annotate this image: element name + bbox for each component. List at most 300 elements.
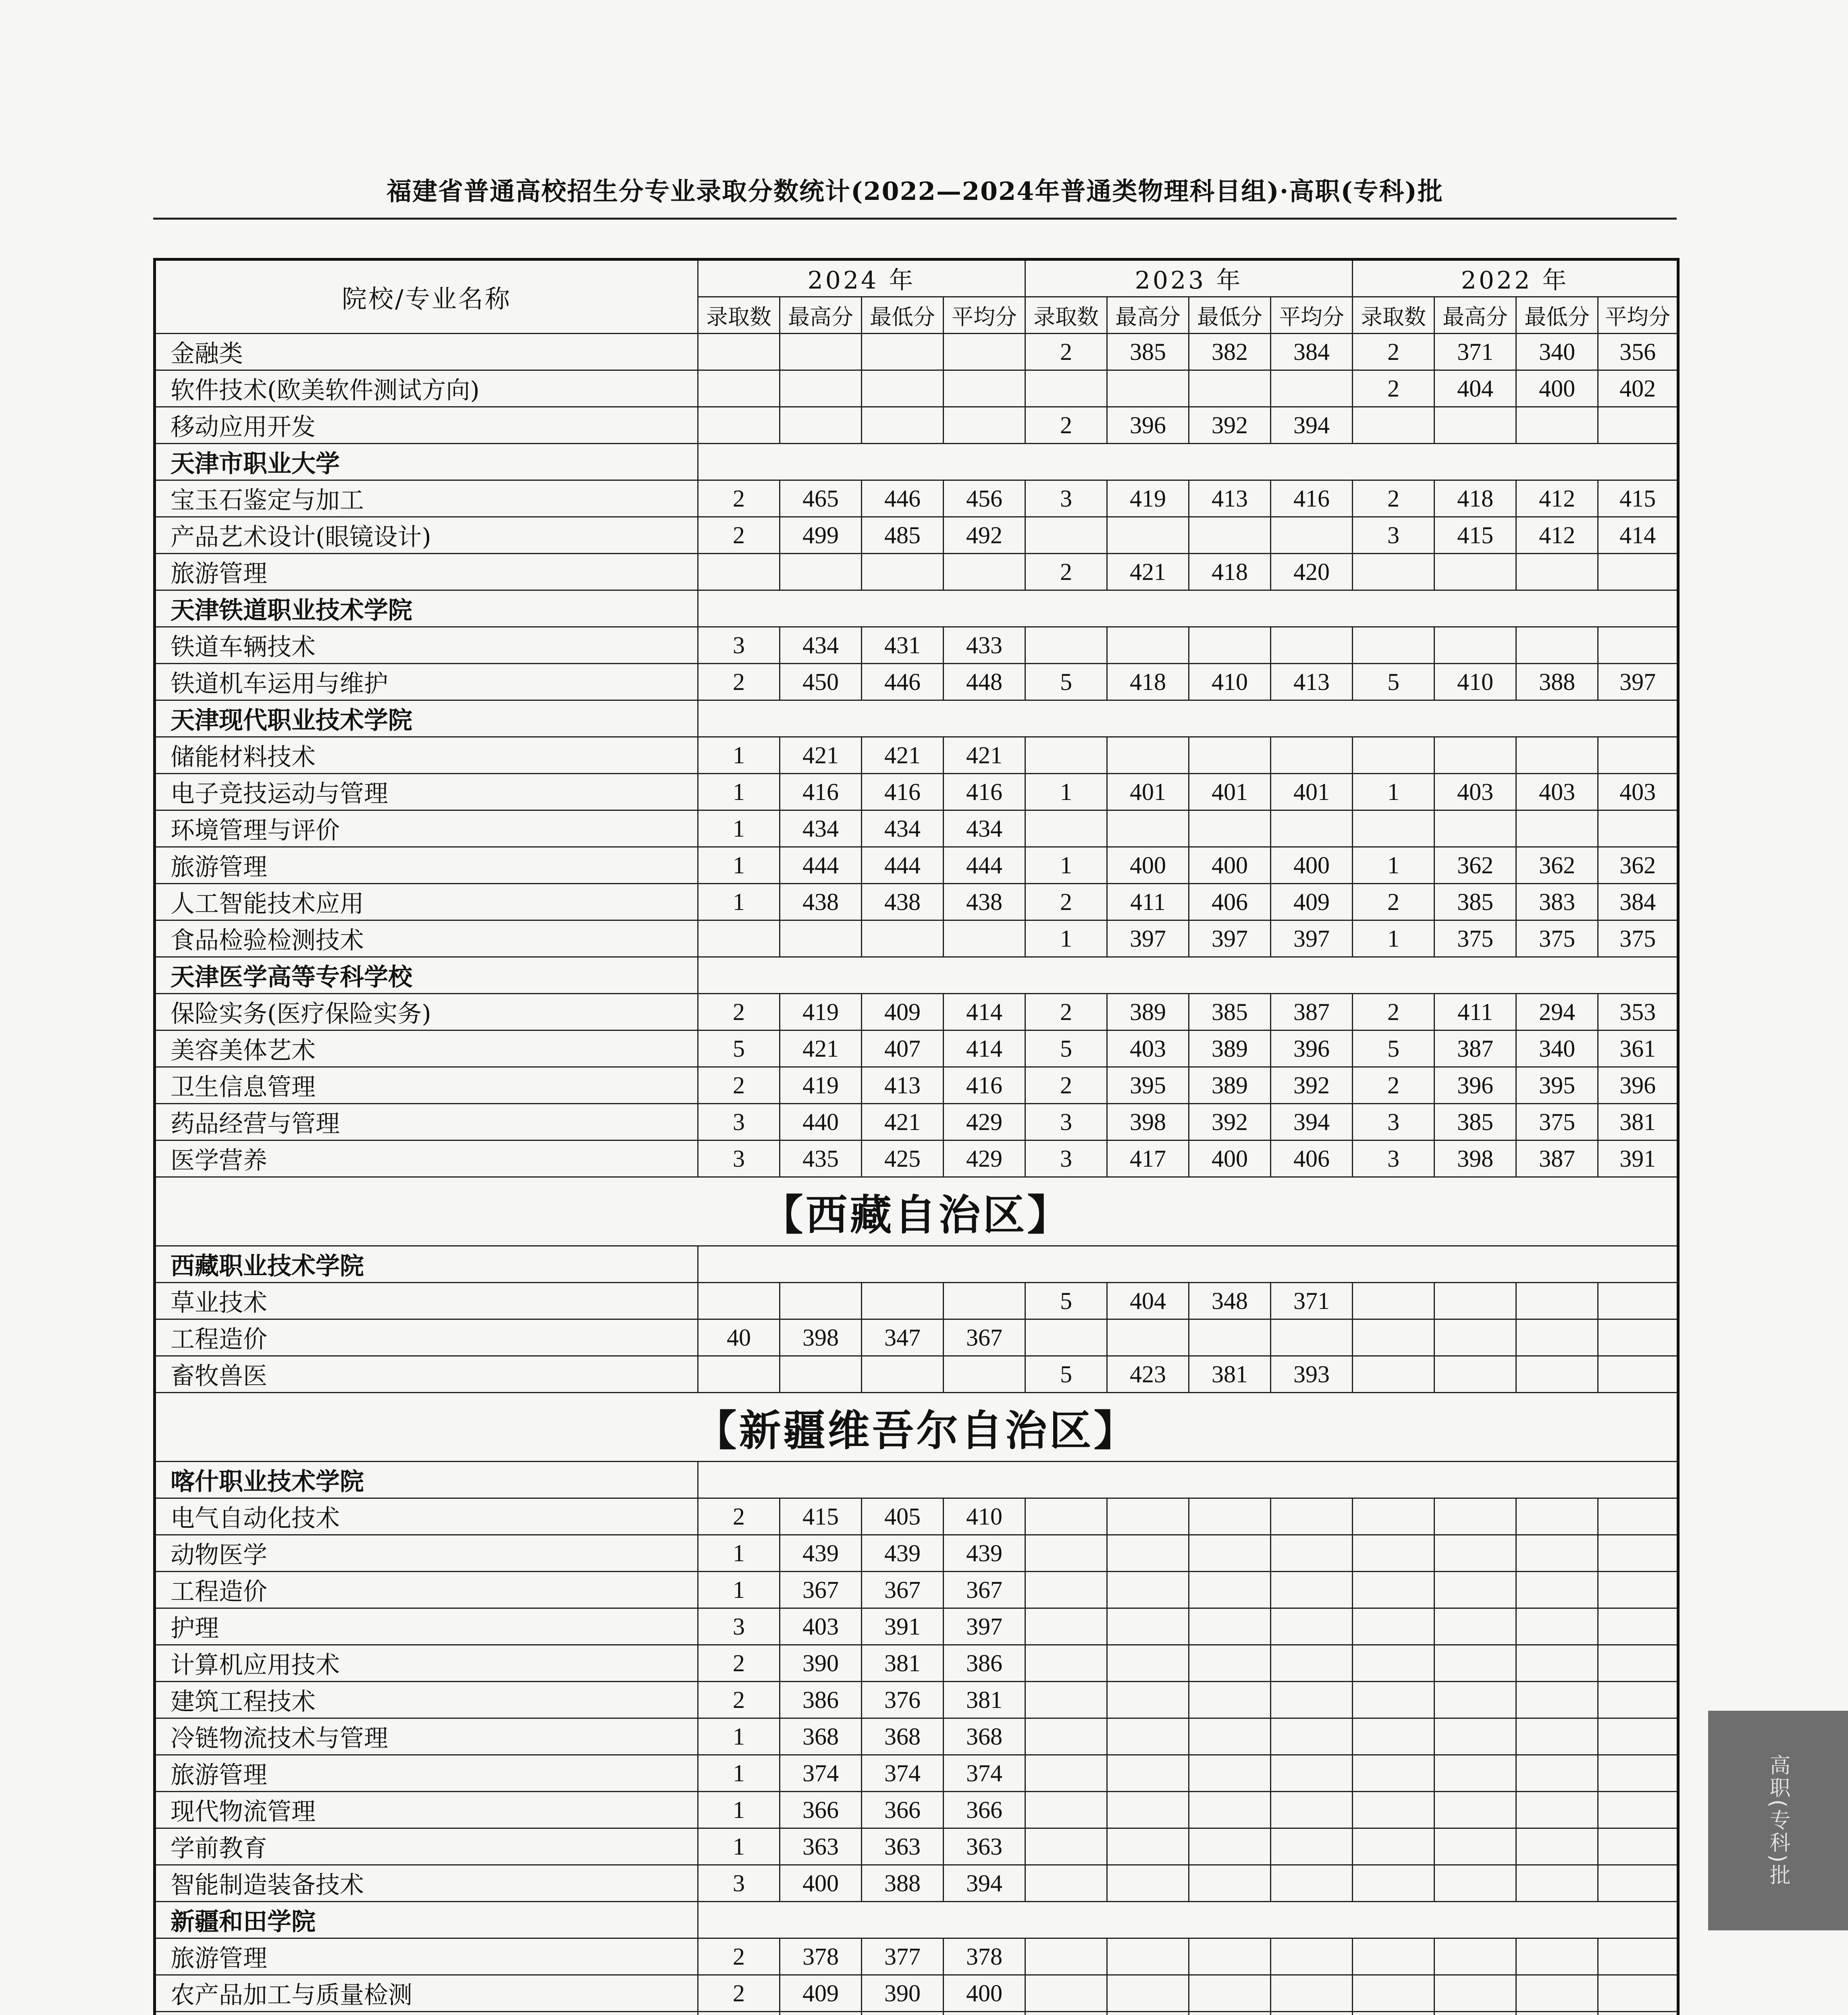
min-score-cell — [1516, 737, 1598, 774]
table-row — [155, 920, 1678, 957]
table-row — [155, 1792, 1678, 1828]
min-score-cell — [1189, 1645, 1271, 1682]
school-name: 天津现代职业技术学院 — [155, 700, 698, 737]
col-max-header: 最高分 — [780, 297, 862, 334]
avg-score-cell — [1598, 1319, 1678, 1356]
admitted-count-cell: 2 — [1353, 480, 1434, 517]
avg-score-cell — [1271, 1645, 1353, 1682]
min-score-cell: 366 — [862, 1792, 944, 1828]
admitted-count-cell — [1025, 1865, 1107, 1902]
col-admitted-header: 录取数 — [698, 297, 780, 334]
min-score-cell — [1516, 407, 1598, 444]
admitted-count-cell: 1 — [698, 774, 780, 810]
admitted-count-cell: 2 — [698, 1498, 780, 1535]
max-score-cell: 404 — [1434, 370, 1516, 407]
avg-score-cell — [1598, 1498, 1678, 1535]
avg-score-cell: 397 — [1598, 664, 1678, 700]
avg-score-cell: 420 — [1271, 554, 1353, 590]
min-score-cell — [1516, 1498, 1598, 1535]
avg-score-cell: 362 — [1598, 847, 1678, 884]
admitted-count-cell: 1 — [698, 847, 780, 884]
max-score-cell — [1434, 1792, 1516, 1828]
min-score-cell — [1189, 1718, 1271, 1755]
max-score-cell: 398 — [780, 1319, 862, 1356]
major-name — [155, 2012, 698, 2015]
admitted-count-cell: 2 — [698, 1645, 780, 1682]
avg-score-cell — [1271, 1319, 1353, 1356]
table-row — [155, 1645, 1678, 1682]
max-score-cell — [1434, 1608, 1516, 1645]
col-min-header: 最低分 — [1516, 297, 1598, 334]
admitted-count-cell — [1353, 554, 1434, 590]
min-score-cell: 340 — [1516, 1030, 1598, 1067]
avg-score-cell — [1271, 1792, 1353, 1828]
table-row — [155, 1030, 1678, 1067]
max-score-cell: 404 — [1107, 1283, 1189, 1319]
avg-score-cell: 409 — [1271, 884, 1353, 920]
min-score-cell: 412 — [1516, 480, 1598, 517]
school-row-filler — [698, 957, 1678, 994]
admitted-count-cell: 5 — [1025, 664, 1107, 700]
school-row — [155, 700, 1678, 737]
admitted-count-cell — [1353, 1682, 1434, 1718]
major-name: 金融类 — [155, 334, 698, 370]
admitted-count-cell — [1353, 737, 1434, 774]
admitted-count-cell: 2 — [1025, 884, 1107, 920]
avg-score-cell: 384 — [1598, 884, 1678, 920]
max-score-cell: 374 — [780, 1755, 862, 1792]
min-score-cell — [1516, 2012, 1598, 2015]
avg-score-cell: 393 — [1271, 1356, 1353, 1393]
admitted-count-cell — [698, 370, 780, 407]
col-avg-header: 平均分 — [944, 297, 1025, 334]
admitted-count-cell: 2 — [1025, 407, 1107, 444]
admitted-count-cell: 5 — [698, 1030, 780, 1067]
admitted-count-cell — [1353, 407, 1434, 444]
min-score-cell: 405 — [862, 1498, 944, 1535]
admitted-count-cell: 1 — [1353, 920, 1434, 957]
avg-score-cell: 415 — [1598, 480, 1678, 517]
admitted-count-cell — [1025, 1572, 1107, 1608]
max-score-cell: 400 — [780, 1865, 862, 1902]
table-row — [155, 994, 1678, 1030]
max-score-cell — [1107, 810, 1189, 847]
table-row — [155, 884, 1678, 920]
max-score-cell — [1107, 1718, 1189, 1755]
col-max-header: 最高分 — [1434, 297, 1516, 334]
min-score-cell — [1189, 2012, 1271, 2015]
school-row-filler — [698, 444, 1678, 480]
max-score-cell — [1434, 1572, 1516, 1608]
max-score-cell: 395 — [1107, 1067, 1189, 1104]
major-name: 电气自动化技术 — [155, 1498, 698, 1535]
admitted-count-cell: 1 — [1353, 847, 1434, 884]
major-name: 计算机应用技术 — [155, 1645, 698, 1682]
avg-score-cell: 386 — [944, 1645, 1025, 1682]
table-row — [155, 1067, 1678, 1104]
min-score-cell: 413 — [1189, 480, 1271, 517]
admitted-count-cell — [1353, 1975, 1434, 2012]
min-score-cell — [1189, 1572, 1271, 1608]
avg-score-cell — [1271, 1718, 1353, 1755]
admitted-count-cell: 2 — [698, 1938, 780, 1975]
min-score-cell — [1516, 1755, 1598, 1792]
avg-score-cell: 492 — [944, 517, 1025, 554]
admitted-count-cell: 2 — [1025, 554, 1107, 590]
admitted-count-cell: 3 — [1025, 1104, 1107, 1140]
max-score-cell — [780, 2012, 862, 2015]
max-score-cell — [1107, 1975, 1189, 2012]
score-table — [153, 258, 1680, 2015]
major-name: 储能材料技术 — [155, 737, 698, 774]
major-name: 药品经营与管理 — [155, 1104, 698, 1140]
max-score-cell: 362 — [1434, 847, 1516, 884]
year-2024-header: 2024 年 — [698, 260, 1025, 297]
min-score-cell — [1189, 1865, 1271, 1902]
avg-score-cell: 448 — [944, 664, 1025, 700]
min-score-cell — [1516, 1283, 1598, 1319]
major-name: 草业技术 — [155, 1283, 698, 1319]
admitted-count-cell — [1353, 1283, 1434, 1319]
table-row — [155, 1283, 1678, 1319]
min-score-cell — [1189, 1608, 1271, 1645]
max-score-cell — [1434, 810, 1516, 847]
admitted-count-cell: 5 — [1353, 1030, 1434, 1067]
avg-score-cell: 381 — [944, 1682, 1025, 1718]
avg-score-cell: 366 — [944, 1792, 1025, 1828]
admitted-count-cell — [1025, 1718, 1107, 1755]
min-score-cell: 368 — [862, 1718, 944, 1755]
admitted-count-cell: 3 — [698, 1608, 780, 1645]
min-score-cell: 382 — [1189, 334, 1271, 370]
avg-score-cell — [1598, 1608, 1678, 1645]
min-score-cell — [1516, 1608, 1598, 1645]
admitted-count-cell: 3 — [698, 1140, 780, 1177]
col-max-header: 最高分 — [1107, 297, 1189, 334]
table-row — [155, 810, 1678, 847]
min-score-cell: 446 — [862, 480, 944, 517]
school-row — [155, 444, 1678, 480]
max-score-cell — [1434, 2012, 1516, 2015]
admitted-count-cell: 2 — [698, 664, 780, 700]
min-score-cell: 485 — [862, 517, 944, 554]
min-score-cell — [1516, 1535, 1598, 1572]
avg-score-cell — [1271, 1608, 1353, 1645]
admitted-count-cell: 2 — [1353, 334, 1434, 370]
admitted-count-cell — [698, 920, 780, 957]
min-score-cell: 418 — [1189, 554, 1271, 590]
table-body — [155, 334, 1678, 2015]
max-score-cell: 434 — [780, 627, 862, 664]
admitted-count-cell — [1353, 1792, 1434, 1828]
avg-score-cell: 413 — [1271, 664, 1353, 700]
major-name: 人工智能技术应用 — [155, 884, 698, 920]
admitted-count-cell: 3 — [1353, 517, 1434, 554]
max-score-cell — [1434, 1755, 1516, 1792]
avg-score-cell — [1271, 370, 1353, 407]
min-score-cell: 439 — [862, 1535, 944, 1572]
major-name: 铁道机车运用与维护 — [155, 664, 698, 700]
min-score-cell — [1189, 1682, 1271, 1718]
table-row — [155, 1682, 1678, 1718]
min-score-cell — [1516, 554, 1598, 590]
col-admitted-header: 录取数 — [1353, 297, 1434, 334]
avg-score-cell — [1271, 1682, 1353, 1718]
name-column-header: 院校/专业名称 — [155, 260, 698, 334]
min-score-cell: 388 — [1516, 664, 1598, 700]
admitted-count-cell — [1025, 810, 1107, 847]
min-score-cell — [1189, 1498, 1271, 1535]
major-name: 智能制造装备技术 — [155, 1865, 698, 1902]
school-row — [155, 1462, 1678, 1498]
avg-score-cell: 456 — [944, 480, 1025, 517]
col-avg-header: 平均分 — [1271, 297, 1353, 334]
avg-score-cell: 400 — [1271, 847, 1353, 884]
avg-score-cell: 396 — [1271, 1030, 1353, 1067]
admitted-count-cell: 3 — [1353, 1140, 1434, 1177]
admitted-count-cell — [1025, 1938, 1107, 1975]
avg-score-cell: 353 — [1598, 994, 1678, 1030]
max-score-cell — [1434, 737, 1516, 774]
min-score-cell: 395 — [1516, 1067, 1598, 1104]
min-score-cell — [862, 2012, 944, 2015]
max-score-cell: 416 — [780, 774, 862, 810]
max-score-cell — [1107, 517, 1189, 554]
min-score-cell: 392 — [1189, 1104, 1271, 1140]
avg-score-cell — [1271, 737, 1353, 774]
major-name: 建筑工程技术 — [155, 1682, 698, 1718]
admitted-count-cell — [698, 1356, 780, 1393]
avg-score-cell: 397 — [944, 1608, 1025, 1645]
admitted-count-cell — [698, 2012, 780, 2015]
table-row — [155, 1498, 1678, 1535]
min-score-cell — [1516, 810, 1598, 847]
admitted-count-cell — [1353, 1319, 1434, 1356]
table-row — [155, 554, 1678, 590]
max-score-cell — [780, 407, 862, 444]
major-name: 现代物流管理 — [155, 1792, 698, 1828]
max-score-cell — [780, 334, 862, 370]
min-score-cell: 403 — [1516, 774, 1598, 810]
admitted-count-cell — [1353, 1938, 1434, 1975]
region-name: 【新疆维吾尔自治区】 — [155, 1393, 1678, 1462]
max-score-cell — [1107, 1498, 1189, 1535]
table-row — [155, 480, 1678, 517]
school-row-filler — [698, 1246, 1678, 1283]
min-score-cell: 340 — [1516, 334, 1598, 370]
min-score-cell: 367 — [862, 1572, 944, 1608]
school-row-filler — [698, 700, 1678, 737]
major-name: 冷链物流技术与管理 — [155, 1718, 698, 1755]
max-score-cell — [1434, 407, 1516, 444]
table-row — [155, 664, 1678, 700]
admitted-count-cell: 2 — [698, 480, 780, 517]
avg-score-cell: 421 — [944, 737, 1025, 774]
table-row — [155, 517, 1678, 554]
max-score-cell — [780, 920, 862, 957]
max-score-cell: 417 — [1107, 1140, 1189, 1177]
major-name: 保险实务(医疗保险实务) — [155, 994, 698, 1030]
min-score-cell: 434 — [862, 810, 944, 847]
avg-score-cell — [1271, 1572, 1353, 1608]
min-score-cell: 375 — [1516, 1104, 1598, 1140]
admitted-count-cell — [1353, 1572, 1434, 1608]
min-score-cell: 409 — [862, 994, 944, 1030]
max-score-cell — [1107, 1828, 1189, 1865]
avg-score-cell: 406 — [1271, 1140, 1353, 1177]
min-score-cell — [862, 370, 944, 407]
avg-score-cell — [1598, 1572, 1678, 1608]
max-score-cell: 434 — [780, 810, 862, 847]
min-score-cell: 400 — [1189, 847, 1271, 884]
max-score-cell: 366 — [780, 1792, 862, 1828]
min-score-cell — [1189, 810, 1271, 847]
col-admitted-header: 录取数 — [1025, 297, 1107, 334]
avg-score-cell — [1598, 1283, 1678, 1319]
avg-score-cell — [1598, 407, 1678, 444]
avg-score-cell: 414 — [944, 994, 1025, 1030]
max-score-cell — [1434, 1975, 1516, 2012]
avg-score-cell — [944, 920, 1025, 957]
admitted-count-cell — [1353, 1535, 1434, 1572]
max-score-cell — [1434, 1865, 1516, 1902]
max-score-cell — [1107, 1755, 1189, 1792]
table-row — [155, 1865, 1678, 1902]
admitted-count-cell — [1353, 1718, 1434, 1755]
major-name: 工程造价 — [155, 1572, 698, 1608]
table-row — [155, 407, 1678, 444]
admitted-count-cell: 2 — [698, 1067, 780, 1104]
min-score-cell: 390 — [862, 1975, 944, 2012]
admitted-count-cell: 1 — [698, 810, 780, 847]
admitted-count-cell: 1 — [698, 1535, 780, 1572]
min-score-cell: 397 — [1189, 920, 1271, 957]
avg-score-cell: 394 — [1271, 407, 1353, 444]
avg-score-cell: 396 — [1598, 1067, 1678, 1104]
avg-score-cell — [1598, 1865, 1678, 1902]
admitted-count-cell — [1025, 1682, 1107, 1718]
admitted-count-cell — [1025, 737, 1107, 774]
admitted-count-cell — [1353, 1498, 1434, 1535]
min-score-cell: 406 — [1189, 884, 1271, 920]
avg-score-cell: 416 — [944, 1067, 1025, 1104]
max-score-cell: 401 — [1107, 774, 1189, 810]
avg-score-cell: 391 — [1598, 1140, 1678, 1177]
max-score-cell: 389 — [1107, 994, 1189, 1030]
min-score-cell: 387 — [1516, 1140, 1598, 1177]
school-row-filler — [698, 1902, 1678, 1938]
avg-score-cell: 400 — [944, 1975, 1025, 2012]
max-score-cell: 385 — [1107, 334, 1189, 370]
admitted-count-cell: 5 — [1353, 664, 1434, 700]
major-name: 医学营养 — [155, 1140, 698, 1177]
min-score-cell — [1189, 1319, 1271, 1356]
avg-score-cell — [1271, 1535, 1353, 1572]
avg-score-cell — [944, 2012, 1025, 2015]
max-score-cell — [1434, 1828, 1516, 1865]
admitted-count-cell — [1025, 1498, 1107, 1535]
min-score-cell — [1516, 1828, 1598, 1865]
admitted-count-cell: 3 — [698, 627, 780, 664]
max-score-cell: 421 — [1107, 554, 1189, 590]
admitted-count-cell: 1 — [698, 1718, 780, 1755]
admitted-count-cell: 1 — [698, 884, 780, 920]
admitted-count-cell: 2 — [1353, 370, 1434, 407]
max-score-cell — [1107, 1535, 1189, 1572]
max-score-cell — [1107, 1938, 1189, 1975]
table-row — [155, 1718, 1678, 1755]
min-score-cell: 347 — [862, 1319, 944, 1356]
year-2023-header: 2023 年 — [1025, 260, 1353, 297]
max-score-cell — [1107, 627, 1189, 664]
avg-score-cell: 367 — [944, 1319, 1025, 1356]
table-row — [155, 370, 1678, 407]
min-score-cell: 389 — [1189, 1067, 1271, 1104]
max-score-cell: 396 — [1107, 407, 1189, 444]
min-score-cell — [1516, 1718, 1598, 1755]
admitted-count-cell — [1025, 1975, 1107, 2012]
max-score-cell — [1107, 1865, 1189, 1902]
min-score-cell: 362 — [1516, 847, 1598, 884]
max-score-cell — [780, 554, 862, 590]
max-score-cell: 398 — [1107, 1104, 1189, 1140]
max-score-cell: 435 — [780, 1140, 862, 1177]
avg-score-cell: 392 — [1271, 1067, 1353, 1104]
max-score-cell — [1434, 1535, 1516, 1572]
admitted-count-cell: 2 — [1025, 994, 1107, 1030]
major-name: 旅游管理 — [155, 1755, 698, 1792]
min-score-cell — [1516, 1975, 1598, 2012]
min-score-cell: 412 — [1516, 517, 1598, 554]
admitted-count-cell: 5 — [1025, 1030, 1107, 1067]
max-score-cell — [1434, 1283, 1516, 1319]
admitted-count-cell: 3 — [698, 1104, 780, 1140]
admitted-count-cell: 2 — [698, 1682, 780, 1718]
max-score-cell: 368 — [780, 1718, 862, 1755]
min-score-cell — [1516, 627, 1598, 664]
min-score-cell — [1189, 737, 1271, 774]
col-avg-header: 平均分 — [1598, 297, 1678, 334]
max-score-cell: 386 — [780, 1682, 862, 1718]
major-name: 卫生信息管理 — [155, 1067, 698, 1104]
school-name: 喀什职业技术学院 — [155, 1462, 698, 1498]
max-score-cell — [1107, 370, 1189, 407]
admitted-count-cell: 2 — [1353, 1067, 1434, 1104]
max-score-cell — [1434, 1938, 1516, 1975]
min-score-cell: 425 — [862, 1140, 944, 1177]
table-row — [155, 1535, 1678, 1572]
school-name: 西藏职业技术学院 — [155, 1246, 698, 1283]
admitted-count-cell — [698, 1283, 780, 1319]
header-divider — [153, 218, 1677, 220]
admitted-count-cell: 1 — [1353, 774, 1434, 810]
min-score-cell: 416 — [862, 774, 944, 810]
school-name: 天津市职业大学 — [155, 444, 698, 480]
admitted-count-cell: 2 — [698, 517, 780, 554]
major-name: 移动应用开发 — [155, 407, 698, 444]
max-score-cell: 421 — [780, 1030, 862, 1067]
avg-score-cell — [1271, 1755, 1353, 1792]
max-score-cell: 410 — [1434, 664, 1516, 700]
avg-score-cell: 402 — [1598, 370, 1678, 407]
admitted-count-cell — [1025, 1755, 1107, 1792]
avg-score-cell: 397 — [1271, 920, 1353, 957]
school-row — [155, 1902, 1678, 1938]
admitted-count-cell: 2 — [1353, 884, 1434, 920]
min-score-cell: 377 — [862, 1938, 944, 1975]
min-score-cell: 385 — [1189, 994, 1271, 1030]
min-score-cell — [1189, 1975, 1271, 2012]
